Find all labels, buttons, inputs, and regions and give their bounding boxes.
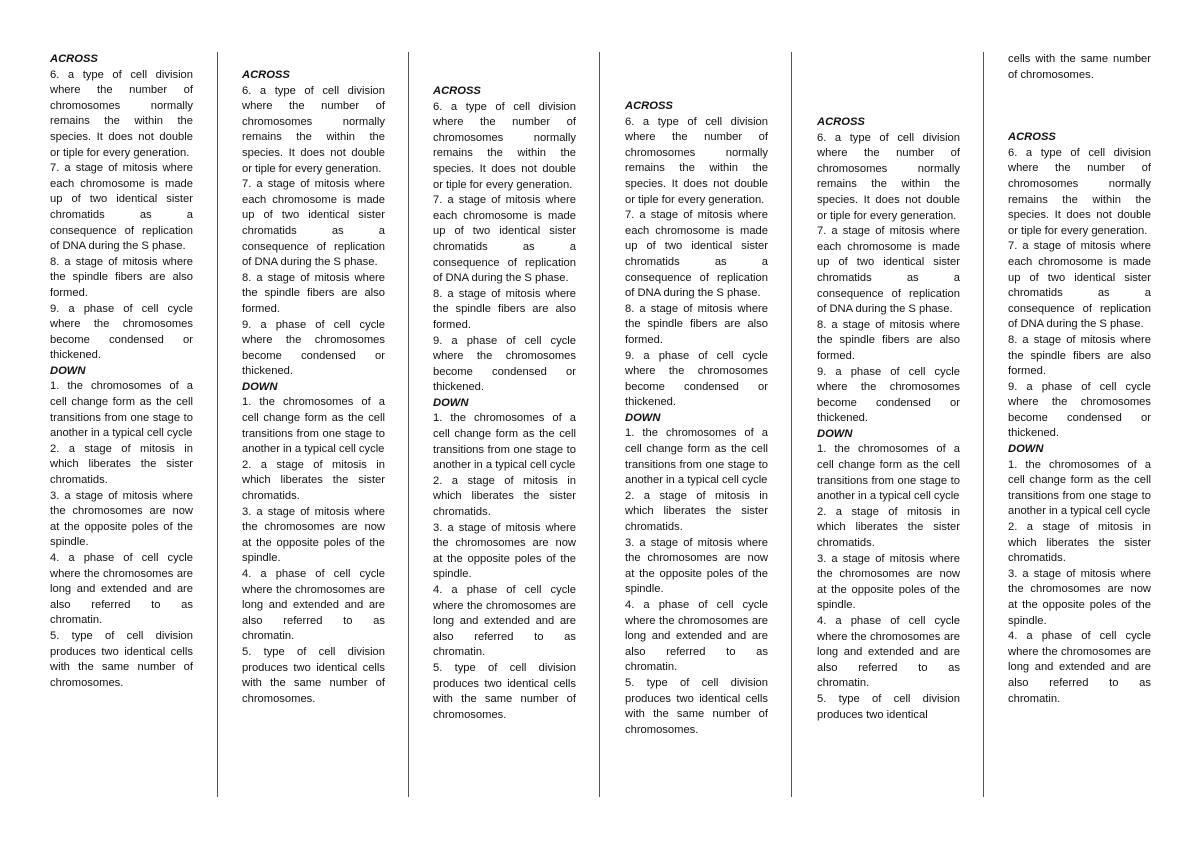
across-clue-9: 9. a phase of cell cycle where the chromosomes become condensed or thickened. bbox=[625, 349, 768, 409]
across-clue-7: 7. a stage of mitosis where each chromosome is made up of two identical sister chromatids as a consequence of replication of DNA during the S phase. bbox=[625, 209, 768, 300]
down-clue-4: 4. a phase of cell cycle where the chromosomes are long and extended and are also referred to as chromatin. bbox=[1008, 630, 1151, 705]
across-heading: ACROSS bbox=[50, 53, 98, 65]
clue-column-4 bbox=[625, 99, 768, 738]
column-divider bbox=[408, 52, 409, 797]
down-clue-1: 1. the chromosomes of a cell change form as the cell transitions from one stage to another in a typical cell cycle bbox=[242, 396, 385, 456]
across-heading: ACROSS bbox=[433, 85, 481, 97]
down-clue-2: 2. a stage of mitosis in which liberates the sister chromatids. bbox=[242, 458, 385, 503]
across-clue-9: 9. a phase of cell cycle where the chromosomes become condensed or thickened. bbox=[50, 302, 193, 362]
down-clue-5: 5. type of cell division produces two identical cells with the same number of chromosomes. bbox=[50, 629, 193, 689]
across-clue-8: 8. a stage of mitosis where the spindle fibers are also formed. bbox=[1008, 333, 1151, 378]
down-clue-2: 2. a stage of mitosis in which liberates the sister chromatids. bbox=[625, 489, 768, 534]
down-heading: DOWN bbox=[817, 427, 853, 440]
down-clue-4: 4. a phase of cell cycle where the chromosomes are long and extended and are also referred to as chromatin. bbox=[817, 615, 960, 690]
column-divider bbox=[599, 52, 600, 797]
down-clue-5: 5. type of cell division produces two identical cells with the same number of chromosomes. bbox=[242, 645, 385, 705]
down-clue-4: 4. a phase of cell cycle where the chromosomes are long and extended and are also referred to as chromatin. bbox=[242, 568, 385, 643]
down-heading: DOWN bbox=[50, 364, 86, 377]
down-clue-5: 5. type of cell division produces two identical cells with the same number of chromosomes. bbox=[433, 661, 576, 721]
clue-column-1 bbox=[50, 52, 193, 691]
across-clue-7: 7. a stage of mitosis where each chromosome is made up of two identical sister chromatids as a consequence of replication of DNA during the S phase. bbox=[433, 194, 576, 285]
down-heading: DOWN bbox=[242, 380, 278, 393]
across-heading: ACROSS bbox=[817, 116, 865, 128]
column-divider bbox=[791, 52, 792, 797]
across-clue-7: 7. a stage of mitosis where each chromosome is made up of two identical sister chromatids as a consequence of replication of DNA during the S phase. bbox=[50, 162, 193, 253]
down-clue-4: 4. a phase of cell cycle where the chromosomes are long and extended and are also referred to as chromatin. bbox=[433, 584, 576, 659]
down-clue-2: 2. a stage of mitosis in which liberates the sister chromatids. bbox=[817, 505, 960, 550]
down-clue-1: 1. the chromosomes of a cell change form as the cell transitions from one stage to another in a typical cell cycle bbox=[433, 412, 576, 472]
clue-column-3 bbox=[433, 84, 576, 723]
down-clue-5: 5. type of cell division produces two identical cells with the same number of chromosomes. bbox=[625, 676, 768, 736]
clue-column-5 bbox=[817, 115, 960, 723]
down-clue-3: 3. a stage of mitosis where the chromosomes are now at the opposite poles of the spindle. bbox=[625, 536, 768, 596]
across-clue-9: 9. a phase of cell cycle where the chromosomes become condensed or thickened. bbox=[433, 334, 576, 394]
across-clue-6: 6. a type of cell division where the number of chromosomes normally remains the within the species. It does not double or tiple for every generation. bbox=[1008, 146, 1151, 237]
across-clue-7: 7. a stage of mitosis where each chromosome is made up of two identical sister chromatids as a consequence of replication of DNA during the S phase. bbox=[1008, 240, 1151, 331]
across-clue-9: 9. a phase of cell cycle where the chromosomes become condensed or thickened. bbox=[242, 318, 385, 378]
across-clue-8: 8. a stage of mitosis where the spindle fibers are also formed. bbox=[817, 318, 960, 362]
down-clue-1: 1. the chromosomes of a cell change form as the cell transitions from one stage to another in a typical cell cycle bbox=[1008, 458, 1151, 518]
across-clue-6: 6. a type of cell division where the number of chromosomes normally remains the within the species. It does not double or tiple for every generation. bbox=[433, 100, 576, 191]
down-heading: DOWN bbox=[433, 396, 469, 409]
down-clue-1: 1. the chromosomes of a cell change form as the cell transitions from one stage to another in a typical cell cycle bbox=[50, 380, 193, 440]
down-clue-5-part: 5. type of cell division produces two identical bbox=[817, 692, 960, 721]
column-divider bbox=[217, 52, 218, 797]
down-clue-3: 3. a stage of mitosis where the chromosomes are now at the opposite poles of the spindle. bbox=[433, 521, 576, 581]
across-clue-9: 9. a phase of cell cycle where the chromosomes become condensed or thickened. bbox=[817, 365, 960, 425]
across-heading: ACROSS bbox=[625, 100, 673, 112]
across-clue-7: 7. a stage of mitosis where each chromosome is made up of two identical sister chromatids as a consequence of replication of DNA during the S phase. bbox=[242, 178, 385, 269]
across-clue-6: 6. a type of cell division where the number of chromosomes normally remains the within the species. It does not double or tiple for every generation. bbox=[50, 68, 193, 159]
down-clue-4: 4. a phase of cell cycle where the chromosomes are long and extended and are also referred to as chromatin. bbox=[50, 552, 193, 627]
across-clue-6: 6. a type of cell division where the number of chromosomes normally remains the within the species. It does not double or tiple for every generation. bbox=[625, 115, 768, 206]
down-heading: DOWN bbox=[1008, 443, 1044, 456]
across-clue-6: 6. a type of cell division where the number of chromosomes normally remains the within the species. It does not double or tiple for every generation. bbox=[817, 131, 960, 222]
down-clue-5-continued: cells with the same number of chromosomes. bbox=[1008, 53, 1151, 81]
down-clue-3: 3. a stage of mitosis where the chromosomes are now at the opposite poles of the spindle. bbox=[1008, 567, 1151, 627]
across-clue-8: 8. a stage of mitosis where the spindle fibers are also formed. bbox=[50, 255, 193, 299]
across-heading: ACROSS bbox=[1008, 131, 1056, 144]
across-clue-6: 6. a type of cell division where the number of chromosomes normally remains the within the species. It does not double or tiple for every generation. bbox=[242, 84, 385, 175]
down-clue-2: 2. a stage of mitosis in which liberates the sister chromatids. bbox=[50, 442, 193, 487]
across-clue-8: 8. a stage of mitosis where the spindle fibers are also formed. bbox=[242, 271, 385, 315]
across-clue-8: 8. a stage of mitosis where the spindle fibers are also formed. bbox=[625, 302, 768, 346]
down-clue-4: 4. a phase of cell cycle where the chromosomes are long and extended and are also referred to as chromatin. bbox=[625, 599, 768, 674]
across-clue-7: 7. a stage of mitosis where each chromosome is made up of two identical sister chromatids as a consequence of replication of DNA during the S phase. bbox=[817, 225, 960, 316]
column-divider bbox=[983, 52, 984, 797]
clue-column-6 bbox=[1008, 52, 1151, 707]
clue-column-2 bbox=[242, 68, 385, 707]
down-heading: DOWN bbox=[625, 411, 661, 424]
down-clue-2: 2. a stage of mitosis in which liberates the sister chromatids. bbox=[433, 474, 576, 519]
across-heading: ACROSS bbox=[242, 69, 290, 81]
across-clue-9: 9. a phase of cell cycle where the chromosomes become condensed or thickened. bbox=[1008, 380, 1151, 440]
down-clue-1: 1. the chromosomes of a cell change form as the cell transitions from one stage to another in a typical cell cycle bbox=[625, 427, 768, 487]
down-clue-3: 3. a stage of mitosis where the chromosomes are now at the opposite poles of the spindle. bbox=[242, 505, 385, 565]
across-clue-8: 8. a stage of mitosis where the spindle fibers are also formed. bbox=[433, 287, 576, 331]
down-clue-1: 1. the chromosomes of a cell change form as the cell transitions from one stage to another in a typical cell cycle bbox=[817, 443, 960, 503]
down-clue-3: 3. a stage of mitosis where the chromosomes are now at the opposite poles of the spindle. bbox=[817, 552, 960, 612]
down-clue-2: 2. a stage of mitosis in which liberates the sister chromatids. bbox=[1008, 521, 1151, 565]
down-clue-3: 3. a stage of mitosis where the chromosomes are now at the opposite poles of the spindle. bbox=[50, 489, 193, 549]
